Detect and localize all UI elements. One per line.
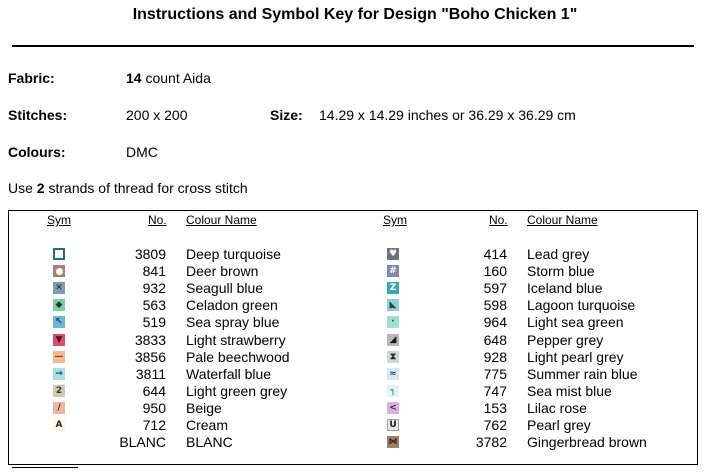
page-bottom-rule bbox=[12, 467, 78, 468]
colour-number: 160 bbox=[483, 263, 507, 279]
symbol-swatch-icon bbox=[387, 299, 399, 311]
colour-name: Lagoon turquoise bbox=[527, 297, 636, 313]
symbol-glyph: ↖ bbox=[55, 316, 63, 327]
stitches-value: 200 x 200 bbox=[126, 107, 188, 123]
colour-number: 3809 bbox=[134, 246, 166, 262]
symbol-swatch-icon bbox=[53, 316, 65, 328]
symbol-swatch-icon bbox=[53, 334, 65, 346]
header-name-right: Colour Name bbox=[527, 213, 598, 227]
symbol-glyph: ┐ bbox=[390, 385, 396, 396]
colour-name: Cream bbox=[186, 417, 229, 433]
symbol-glyph: ▼ bbox=[55, 334, 63, 345]
colour-name: BLANC bbox=[186, 434, 233, 450]
symbol-glyph: · bbox=[391, 316, 395, 327]
symbol-glyph: ◆ bbox=[55, 299, 63, 310]
symbol-swatch-icon bbox=[53, 368, 65, 380]
colour-number: 519 bbox=[142, 314, 166, 330]
colour-number: 3782 bbox=[475, 434, 507, 450]
symbol-glyph: ◢ bbox=[389, 334, 397, 345]
symbol-swatch-icon bbox=[53, 282, 65, 294]
colour-name: Pepper grey bbox=[527, 332, 604, 348]
symbol-swatch-icon bbox=[53, 351, 65, 363]
colour-number: 928 bbox=[483, 349, 507, 365]
colour-number: 414 bbox=[483, 246, 507, 262]
colour-number: 153 bbox=[483, 400, 507, 416]
colour-name: Beige bbox=[186, 400, 222, 416]
symbol-swatch-icon bbox=[53, 419, 65, 431]
fabric-label: Fabric: bbox=[8, 70, 55, 86]
colour-number: 3856 bbox=[134, 349, 166, 365]
symbol-glyph: → bbox=[55, 368, 63, 379]
size-value: 14.29 x 14.29 inches or 36.29 x 36.29 cm bbox=[319, 107, 576, 123]
symbol-swatch-icon bbox=[53, 385, 65, 397]
symbol-swatch-icon bbox=[387, 436, 399, 448]
colour-name: Summer rain blue bbox=[527, 366, 638, 382]
colour-number: 644 bbox=[142, 383, 166, 399]
fabric-type: count Aida bbox=[145, 70, 211, 86]
symbol-glyph: ✕ bbox=[55, 282, 63, 293]
symbol-swatch-icon bbox=[53, 248, 65, 260]
symbol-glyph: / bbox=[57, 402, 61, 413]
symbol-glyph: < bbox=[389, 402, 397, 413]
header-sym-right: Sym bbox=[383, 213, 407, 227]
colour-number: 747 bbox=[483, 383, 507, 399]
symbol-glyph: ♥ bbox=[388, 248, 398, 259]
symbol-glyph: — bbox=[54, 351, 64, 362]
colour-name: Light green grey bbox=[186, 383, 288, 399]
fabric-value bbox=[126, 70, 211, 86]
colour-number: 563 bbox=[142, 297, 166, 313]
symbol-swatch-icon bbox=[387, 265, 399, 277]
symbol-swatch-icon bbox=[387, 419, 399, 431]
symbol-swatch-icon bbox=[53, 402, 65, 414]
symbol-glyph: U bbox=[389, 419, 397, 430]
colour-name: Deer brown bbox=[186, 263, 259, 279]
colour-number: 712 bbox=[142, 417, 166, 433]
colour-name: Light sea green bbox=[527, 314, 624, 330]
colour-number: 762 bbox=[483, 417, 507, 433]
colours-label: Colours: bbox=[8, 144, 66, 160]
colour-number: 598 bbox=[483, 297, 507, 313]
symbol-glyph: ⧗ bbox=[389, 351, 397, 362]
symbol-swatch-icon bbox=[387, 248, 399, 260]
colour-name: Deep turquoise bbox=[186, 246, 281, 262]
colour-name: Storm blue bbox=[527, 263, 595, 279]
colour-name: Pearl grey bbox=[527, 417, 591, 433]
symbol-glyph: 2 bbox=[55, 385, 63, 396]
colour-name: Celadon green bbox=[186, 297, 278, 313]
strands-suffix: strands of thread for cross stitch bbox=[48, 180, 248, 196]
symbol-glyph: ⋈ bbox=[388, 436, 398, 447]
colour-name: Lilac rose bbox=[527, 400, 587, 416]
colour-name: Sea spray blue bbox=[186, 314, 280, 330]
symbol-glyph: Z bbox=[389, 282, 397, 293]
colour-name: Pale beechwood bbox=[186, 349, 290, 365]
colour-number: 932 bbox=[142, 280, 166, 296]
header-no-right: No. bbox=[489, 213, 508, 227]
symbol-glyph: A bbox=[55, 419, 63, 430]
stitches-label: Stitches: bbox=[8, 107, 68, 123]
title-divider bbox=[12, 45, 694, 47]
symbol-glyph: ≈ bbox=[389, 368, 397, 379]
header-sym-left: Sym bbox=[47, 213, 71, 227]
colour-number: 950 bbox=[142, 400, 166, 416]
colours-value: DMC bbox=[126, 144, 158, 160]
colour-number: BLANC bbox=[119, 434, 166, 450]
header-no-left: No. bbox=[148, 213, 167, 227]
symbol-glyph: # bbox=[389, 265, 397, 276]
colour-number: 597 bbox=[483, 280, 507, 296]
colour-name: Iceland blue bbox=[527, 280, 603, 296]
symbol-swatch-icon bbox=[53, 299, 65, 311]
fabric-count: 14 bbox=[126, 70, 142, 86]
symbol-swatch-icon bbox=[53, 436, 65, 448]
colour-name: Light pearl grey bbox=[527, 349, 624, 365]
colour-number: 775 bbox=[483, 366, 507, 382]
symbol-swatch-icon bbox=[387, 385, 399, 397]
symbol-swatch-icon bbox=[387, 316, 399, 328]
colour-name: Sea mist blue bbox=[527, 383, 612, 399]
symbol-swatch-icon bbox=[387, 282, 399, 294]
colour-name: Waterfall blue bbox=[186, 366, 272, 382]
symbol-swatch-icon bbox=[387, 402, 399, 414]
strands-prefix: Use bbox=[8, 180, 33, 196]
page-title: Instructions and Symbol Key for Design "Boho Chicken 1" bbox=[132, 6, 578, 23]
symbol-swatch-icon bbox=[387, 334, 399, 346]
size-label: Size: bbox=[270, 107, 303, 123]
colour-number: 841 bbox=[142, 263, 166, 279]
colour-number: 964 bbox=[483, 314, 507, 330]
symbol-swatch-icon bbox=[387, 351, 399, 363]
circle-icon bbox=[56, 268, 63, 275]
colour-number: 648 bbox=[483, 332, 507, 348]
strands-count: 2 bbox=[36, 180, 45, 196]
symbol-swatch-icon bbox=[53, 265, 65, 277]
symbol-swatch-icon bbox=[387, 368, 399, 380]
colour-number: 3833 bbox=[134, 332, 166, 348]
colour-number: 3811 bbox=[135, 366, 166, 382]
symbol-glyph: ◣ bbox=[389, 299, 397, 310]
colour-name: Gingerbread brown bbox=[527, 434, 647, 450]
colour-name: Seagull blue bbox=[186, 280, 264, 296]
colour-name: Light strawberry bbox=[186, 332, 286, 348]
colour-name: Lead grey bbox=[527, 246, 590, 262]
strands-instruction bbox=[8, 180, 248, 196]
header-name-left: Colour Name bbox=[186, 213, 257, 227]
